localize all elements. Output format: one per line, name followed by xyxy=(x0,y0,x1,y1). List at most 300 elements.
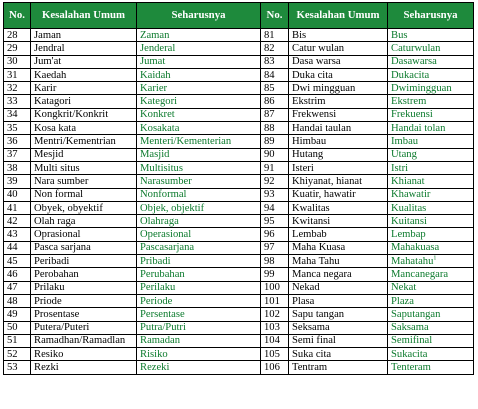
row-no-right xyxy=(261,161,289,174)
cell-text: 32 xyxy=(7,82,18,94)
cell-text: Kaidah xyxy=(140,69,171,81)
cell-text: 105 xyxy=(264,348,280,360)
cell-text: Persentase xyxy=(140,308,185,320)
cell-text: Jenderal xyxy=(140,42,176,54)
row-no-left xyxy=(4,294,31,307)
cell-text: 36 xyxy=(7,136,18,148)
row-wrong-right xyxy=(289,95,388,108)
table-row xyxy=(4,348,474,361)
row-wrong-left xyxy=(31,228,137,241)
cell-text: 45 xyxy=(7,255,18,267)
row-wrong-left xyxy=(31,241,137,254)
cell-text: Khiyanat, hianat xyxy=(292,175,363,187)
row-correct-right xyxy=(388,188,474,201)
row-wrong-right xyxy=(289,228,388,241)
row-correct-right xyxy=(388,108,474,121)
row-no-left xyxy=(4,215,31,228)
cell-text: Narasumber xyxy=(140,175,192,187)
cell-text: 85 xyxy=(264,82,275,94)
row-correct-left xyxy=(137,268,261,281)
row-correct-left xyxy=(137,215,261,228)
row-wrong-left xyxy=(31,308,137,321)
cell-text: 98 xyxy=(264,255,275,267)
row-no-right xyxy=(261,135,289,148)
cell-text: Maha Kuasa xyxy=(292,242,346,254)
cell-text: Pascasarjana xyxy=(140,242,195,254)
row-no-left xyxy=(4,188,31,201)
cell-text: Khianat xyxy=(391,175,425,187)
cell-text: Menteri/Kementerian xyxy=(140,136,232,148)
cell-text: Manca negara xyxy=(292,268,352,280)
row-no-right xyxy=(261,55,289,68)
cell-text: 96 xyxy=(264,229,275,241)
row-correct-right xyxy=(388,42,474,55)
cell-text: Masjid xyxy=(140,149,170,161)
cell-text: Ramadan xyxy=(140,335,181,347)
row-no-right xyxy=(261,42,289,55)
row-no-left xyxy=(4,241,31,254)
table-row xyxy=(4,82,474,95)
cell-text: Frekuensi xyxy=(391,109,433,121)
cell-text: Plasa xyxy=(292,295,315,307)
row-wrong-right xyxy=(289,135,388,148)
row-no-right xyxy=(261,68,289,81)
cell-text: Saputangan xyxy=(391,308,441,320)
row-correct-right xyxy=(388,348,474,361)
cell-text: Jum'at xyxy=(34,56,62,68)
cell-text: Saksama xyxy=(391,322,429,334)
row-correct-left xyxy=(137,135,261,148)
row-no-right xyxy=(261,255,289,268)
spelling-table xyxy=(3,2,474,375)
cell-text: Katagori xyxy=(34,96,72,108)
row-correct-left xyxy=(137,68,261,81)
header-no-left: No. xyxy=(4,3,31,29)
cell-text: Lembap xyxy=(391,229,426,241)
cell-text: 101 xyxy=(264,295,280,307)
cell-text: Kualitas xyxy=(391,202,427,214)
row-correct-left xyxy=(137,161,261,174)
table-row xyxy=(4,148,474,161)
row-no-left xyxy=(4,122,31,135)
row-wrong-right xyxy=(289,29,388,42)
cell-text: Prilaku xyxy=(34,282,65,294)
cell-text: 104 xyxy=(264,335,280,347)
row-no-right xyxy=(261,321,289,334)
row-correct-right xyxy=(388,294,474,307)
table-row xyxy=(4,294,474,307)
row-correct-right xyxy=(388,321,474,334)
row-wrong-left xyxy=(31,161,137,174)
row-wrong-right xyxy=(289,268,388,281)
cell-text: 87 xyxy=(264,109,275,121)
cell-text: Karier xyxy=(140,82,168,94)
row-no-right xyxy=(261,294,289,307)
cell-text: 35 xyxy=(7,122,18,134)
row-wrong-right xyxy=(289,241,388,254)
row-correct-right xyxy=(388,55,474,68)
row-correct-right xyxy=(388,281,474,294)
row-no-left xyxy=(4,268,31,281)
row-correct-left xyxy=(137,201,261,214)
table-row xyxy=(4,268,474,281)
cell-text: Mancanegara xyxy=(391,268,449,280)
row-correct-right xyxy=(388,268,474,281)
row-correct-right xyxy=(388,215,474,228)
row-correct-right xyxy=(388,308,474,321)
row-correct-left xyxy=(137,55,261,68)
cell-text: Semi final xyxy=(292,335,336,347)
cell-text: 88 xyxy=(264,122,275,134)
cell-text: Seksama xyxy=(292,322,330,334)
cell-text: 94 xyxy=(264,202,275,214)
cell-text: Multi situs xyxy=(34,162,80,174)
cell-text: 91 xyxy=(264,162,275,174)
cell-text: Sapu tangan xyxy=(292,308,345,320)
header-correct-right: Seharusnya xyxy=(388,3,474,29)
row-correct-right xyxy=(388,228,474,241)
cell-text: Ekstrem xyxy=(391,96,427,108)
cell-text: 28 xyxy=(7,29,18,41)
cell-text: Mahakuasa xyxy=(391,242,440,254)
cell-text: Dwimingguan xyxy=(391,82,452,94)
cell-text: Karir xyxy=(34,82,57,94)
cell-text: Kongkrit/Konkrit xyxy=(34,109,109,121)
cell-text: Dasa warsa xyxy=(292,56,341,68)
row-wrong-right xyxy=(289,82,388,95)
row-no-right xyxy=(261,108,289,121)
cell-text: Oprasional xyxy=(34,229,81,241)
row-wrong-left xyxy=(31,108,137,121)
row-wrong-left xyxy=(31,321,137,334)
cell-text: Kwitansi xyxy=(292,215,331,227)
row-correct-right xyxy=(388,161,474,174)
cell-text: Rezeki xyxy=(140,362,170,374)
row-wrong-right xyxy=(289,255,388,268)
table-row xyxy=(4,255,474,268)
row-correct-left xyxy=(137,348,261,361)
cell-text: Zaman xyxy=(140,29,170,41)
cell-text: 92 xyxy=(264,175,275,187)
row-no-left xyxy=(4,308,31,321)
cell-text: Frekwensi xyxy=(292,109,337,121)
cell-text: Imbau xyxy=(391,136,419,148)
table-row xyxy=(4,55,474,68)
row-wrong-right xyxy=(289,361,388,374)
row-wrong-left xyxy=(31,348,137,361)
row-no-left xyxy=(4,321,31,334)
cell-text: Ramadhan/Ramadlan xyxy=(34,335,126,347)
row-wrong-right xyxy=(289,215,388,228)
cell-text: 41 xyxy=(7,202,18,214)
row-wrong-left xyxy=(31,188,137,201)
row-correct-left xyxy=(137,95,261,108)
row-correct-left xyxy=(137,188,261,201)
row-wrong-left xyxy=(31,55,137,68)
row-wrong-right xyxy=(289,348,388,361)
cell-text: 29 xyxy=(7,42,18,54)
cell-text: Risiko xyxy=(140,348,168,360)
cell-text: Handai taulan xyxy=(292,122,352,134)
row-no-left xyxy=(4,175,31,188)
cell-text: Nara sumber xyxy=(34,175,89,187)
row-wrong-left xyxy=(31,122,137,135)
row-no-right xyxy=(261,228,289,241)
row-wrong-right xyxy=(289,308,388,321)
cell-text: Perubahan xyxy=(140,268,185,280)
row-correct-right xyxy=(388,29,474,42)
row-correct-right xyxy=(388,122,474,135)
row-wrong-left xyxy=(31,294,137,307)
table-body xyxy=(4,29,474,375)
row-no-right xyxy=(261,334,289,347)
table-header-row xyxy=(4,3,474,29)
cell-text: 90 xyxy=(264,149,275,161)
row-no-left xyxy=(4,95,31,108)
table-row xyxy=(4,201,474,214)
cell-text: 82 xyxy=(264,42,275,54)
row-correct-right xyxy=(388,361,474,374)
row-wrong-left xyxy=(31,95,137,108)
cell-text: Resiko xyxy=(34,348,64,360)
cell-text: Bus xyxy=(391,29,408,41)
cell-text: 31 xyxy=(7,69,18,81)
cell-text: Perobahan xyxy=(34,268,79,280)
cell-text: Prosentase xyxy=(34,308,80,320)
row-correct-right xyxy=(388,175,474,188)
table-row xyxy=(4,228,474,241)
cell-text: Pasca sarjana xyxy=(34,242,91,254)
row-no-left xyxy=(4,161,31,174)
row-no-left xyxy=(4,135,31,148)
table-row xyxy=(4,334,474,347)
row-correct-left xyxy=(137,108,261,121)
row-wrong-left xyxy=(31,175,137,188)
cell-text: Tenteram xyxy=(391,362,431,374)
row-wrong-right xyxy=(289,108,388,121)
row-correct-left xyxy=(137,334,261,347)
row-correct-left xyxy=(137,29,261,42)
cell-text: 37 xyxy=(7,149,18,161)
row-wrong-right xyxy=(289,148,388,161)
cell-text: Sukacita xyxy=(391,348,428,360)
cell-text: Semifinal xyxy=(391,335,433,347)
row-wrong-left xyxy=(31,255,137,268)
row-no-right xyxy=(261,241,289,254)
row-wrong-right xyxy=(289,201,388,214)
row-no-left xyxy=(4,228,31,241)
row-correct-right xyxy=(388,135,474,148)
cell-text: 38 xyxy=(7,162,18,174)
cell-text: Istri xyxy=(391,162,409,174)
table-row xyxy=(4,281,474,294)
row-no-right xyxy=(261,348,289,361)
cell-text: 100 xyxy=(264,282,280,294)
header-no-right: No. xyxy=(261,3,289,29)
row-wrong-left xyxy=(31,148,137,161)
row-wrong-left xyxy=(31,82,137,95)
row-no-right xyxy=(261,308,289,321)
table-row xyxy=(4,188,474,201)
cell-text: 81 xyxy=(264,29,275,41)
table-row xyxy=(4,29,474,42)
cell-text: 89 xyxy=(264,136,275,148)
table-row xyxy=(4,241,474,254)
row-wrong-left xyxy=(31,29,137,42)
cell-text: Putra/Putri xyxy=(140,322,186,334)
cell-text: 99 xyxy=(264,268,275,280)
row-correct-left xyxy=(137,122,261,135)
row-no-left xyxy=(4,334,31,347)
table-row xyxy=(4,308,474,321)
cell-text: Kaedah xyxy=(34,69,67,81)
cell-text: Dasawarsa xyxy=(391,56,437,68)
row-no-right xyxy=(261,215,289,228)
cell-text: 51 xyxy=(7,335,18,347)
cell-text: Kosa kata xyxy=(34,122,77,134)
cell-text: Multisitus xyxy=(140,162,183,174)
cell-text: Hutang xyxy=(292,149,324,161)
row-wrong-left xyxy=(31,361,137,374)
cell-text: Suka cita xyxy=(292,348,332,360)
row-no-left xyxy=(4,348,31,361)
table-row xyxy=(4,361,474,374)
cell-text: 52 xyxy=(7,348,18,360)
row-no-left xyxy=(4,255,31,268)
row-wrong-right xyxy=(289,321,388,334)
cell-text: 97 xyxy=(264,242,275,254)
row-no-left xyxy=(4,281,31,294)
row-correct-left xyxy=(137,281,261,294)
row-wrong-right xyxy=(289,294,388,307)
cell-text: Ekstrim xyxy=(292,96,326,108)
cell-text: Pribadi xyxy=(140,255,171,267)
row-wrong-right xyxy=(289,55,388,68)
cell-text: 102 xyxy=(264,308,280,320)
row-no-right xyxy=(261,201,289,214)
cell-text: Mahatahu xyxy=(391,255,434,267)
row-no-left xyxy=(4,148,31,161)
row-correct-right xyxy=(388,255,474,268)
cell-text: Jaman xyxy=(34,29,62,41)
row-no-right xyxy=(261,122,289,135)
row-correct-left xyxy=(137,228,261,241)
cell-text: 95 xyxy=(264,215,275,227)
cell-text: 46 xyxy=(7,268,18,280)
cell-text: 103 xyxy=(264,322,280,334)
row-no-right xyxy=(261,29,289,42)
row-no-right xyxy=(261,188,289,201)
row-correct-left xyxy=(137,82,261,95)
row-no-right xyxy=(261,148,289,161)
row-correct-right xyxy=(388,148,474,161)
row-no-left xyxy=(4,201,31,214)
cell-text: Perilaku xyxy=(140,282,176,294)
row-correct-right xyxy=(388,334,474,347)
row-wrong-right xyxy=(289,188,388,201)
row-wrong-right xyxy=(289,175,388,188)
footnote-mark: 1 xyxy=(433,255,437,262)
row-correct-right xyxy=(388,68,474,81)
cell-text: 84 xyxy=(264,69,275,81)
cell-text: Kategori xyxy=(140,96,178,108)
cell-text: 47 xyxy=(7,282,18,294)
cell-text: Caturwulan xyxy=(391,42,441,54)
header-wrong-left: Kesalahan Umum xyxy=(31,3,137,29)
row-wrong-left xyxy=(31,68,137,81)
cell-text: 43 xyxy=(7,229,18,241)
table-row xyxy=(4,135,474,148)
table-row xyxy=(4,95,474,108)
row-wrong-right xyxy=(289,42,388,55)
row-wrong-left xyxy=(31,281,137,294)
cell-text: Kwalitas xyxy=(292,202,330,214)
cell-text: 39 xyxy=(7,175,18,187)
cell-text: Plaza xyxy=(391,295,414,307)
cell-text: 42 xyxy=(7,215,18,227)
cell-text: 34 xyxy=(7,109,18,121)
header-correct-left: Seharusnya xyxy=(137,3,261,29)
cell-text: 106 xyxy=(264,362,280,374)
cell-text: Catur wulan xyxy=(292,42,345,54)
row-correct-right xyxy=(388,82,474,95)
cell-text: Dukacita xyxy=(391,69,430,81)
row-no-left xyxy=(4,68,31,81)
cell-text: 50 xyxy=(7,322,18,334)
cell-text: Kuitansi xyxy=(391,215,427,227)
cell-text: Nonformal xyxy=(140,189,187,201)
cell-text: Objek, objektif xyxy=(140,202,205,214)
row-correct-left xyxy=(137,241,261,254)
cell-text: Handai tolan xyxy=(391,122,446,134)
row-no-left xyxy=(4,108,31,121)
cell-text: Jumat xyxy=(140,56,166,68)
cell-text: 53 xyxy=(7,362,18,374)
table-row xyxy=(4,175,474,188)
cell-text: Jendral xyxy=(34,42,65,54)
cell-text: Khawatir xyxy=(391,189,431,201)
cell-text: 93 xyxy=(264,189,275,201)
row-correct-left xyxy=(137,42,261,55)
cell-text: Rezki xyxy=(34,362,59,374)
cell-text: 44 xyxy=(7,242,18,254)
row-no-left xyxy=(4,82,31,95)
row-no-right xyxy=(261,175,289,188)
cell-text: Duka cita xyxy=(292,69,333,81)
row-correct-left xyxy=(137,308,261,321)
cell-text: Non formal xyxy=(34,189,84,201)
row-no-left xyxy=(4,55,31,68)
row-correct-right xyxy=(388,201,474,214)
row-correct-right xyxy=(388,95,474,108)
row-no-right xyxy=(261,281,289,294)
cell-text: 33 xyxy=(7,96,18,108)
row-no-left xyxy=(4,361,31,374)
table-row xyxy=(4,68,474,81)
table-row xyxy=(4,42,474,55)
cell-text: Operasional xyxy=(140,229,192,241)
cell-text: 83 xyxy=(264,56,275,68)
row-wrong-right xyxy=(289,161,388,174)
row-correct-right xyxy=(388,241,474,254)
document-page xyxy=(3,2,474,375)
table-row xyxy=(4,122,474,135)
cell-text: 86 xyxy=(264,96,275,108)
row-wrong-right xyxy=(289,281,388,294)
table-row xyxy=(4,108,474,121)
cell-text: Lembab xyxy=(292,229,327,241)
cell-text: 40 xyxy=(7,189,18,201)
